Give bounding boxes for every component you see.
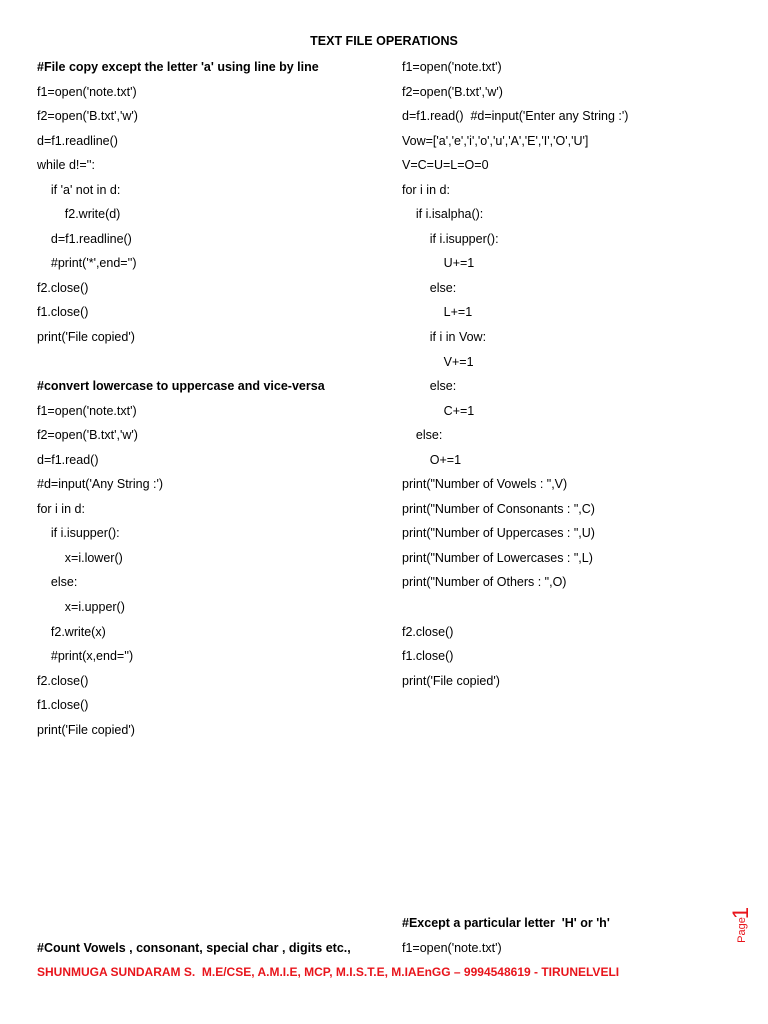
code-line: Vow=['a','e','i','o','u','A','E','I','O','U'] [402, 133, 589, 148]
code-line: f2.close() [37, 673, 89, 688]
code-line: else: [402, 280, 457, 295]
code-line: L+=1 [402, 305, 473, 320]
code-line: f1.close() [37, 698, 89, 713]
code-line: d=f1.read() [37, 452, 99, 467]
code-line: if 'a' not in d: [37, 182, 121, 197]
code-line: for i in d: [37, 501, 85, 516]
code-line: V=C=U=L=O=0 [402, 158, 489, 173]
code-line: U+=1 [402, 256, 475, 271]
code-line [37, 353, 397, 378]
code-line: d=f1.readline() [37, 133, 118, 148]
code-line: f1=open('note.txt') [37, 84, 137, 99]
code-line: if i.isupper(): [402, 231, 499, 246]
code-line: f2=open('B.txt','w') [37, 109, 138, 124]
code-line: O+=1 [402, 452, 462, 467]
code-line: print("Number of Others : ",O) [402, 575, 567, 590]
code-line: f2.close() [37, 280, 89, 295]
count-vowels-heading: #Count Vowels , consonant, special char , digits etc., [37, 941, 351, 955]
page-label: Page [735, 917, 748, 943]
code-line: print("Number of Uppercases : ",U) [402, 526, 595, 541]
code-line: print('File copied') [37, 330, 135, 345]
code-line: #print(x,end='') [37, 649, 134, 664]
code-line: f1.close() [402, 649, 454, 664]
section-heading: #convert lowercase to uppercase and vice-versa [37, 379, 325, 394]
code-line: x=i.lower() [37, 550, 123, 565]
section-heading: #File copy except the letter 'a' using line by line [37, 60, 319, 74]
code-line: f2.close() [402, 624, 454, 639]
page-number: 1 [728, 906, 754, 920]
code-line: d=f1.read() #d=input('Enter any String :') [402, 109, 629, 124]
code-line: x=i.upper() [37, 600, 125, 615]
author-footer: SHUNMUGA SUNDARAM S. M.E/CSE, A.M.I.E, MCP, M.I.S.T.E, M.IAEnGG – 9994548619 - TIRUNELVELI [37, 965, 620, 979]
code-line: f2=open('B.txt','w') [37, 428, 138, 443]
code-line: f1=open('note.txt') [37, 403, 137, 418]
code-line: f1=open('note.txt') [402, 941, 502, 955]
left-code-column [37, 58, 397, 745]
code-line: if i in Vow: [402, 330, 487, 345]
code-line: print("Number of Lowercases : ",L) [402, 550, 593, 565]
code-line: while d!='': [37, 158, 95, 173]
right-code-column [402, 58, 762, 696]
page-number-tag [728, 900, 763, 960]
code-line: C+=1 [402, 403, 475, 418]
code-line: f2.write(x) [37, 624, 106, 639]
code-line: #print('*',end='') [37, 256, 137, 271]
page-title: TEXT FILE OPERATIONS [310, 34, 458, 48]
code-line: print('File copied') [37, 722, 135, 737]
code-line: else: [402, 379, 457, 394]
code-line: print("Number of Consonants : ",C) [402, 501, 595, 516]
code-line: f1=open('note.txt') [402, 60, 502, 74]
code-line: f2=open('B.txt','w') [402, 84, 503, 99]
code-line: if i.isalpha(): [402, 207, 484, 222]
code-line: #d=input('Any String :') [37, 477, 164, 492]
code-line: V+=1 [402, 354, 474, 369]
code-line: for i in d: [402, 182, 450, 197]
code-line: f2.write(d) [37, 207, 121, 222]
code-line: print("Number of Vowels : ",V) [402, 477, 568, 492]
code-line [402, 598, 762, 623]
code-line: d=f1.readline() [37, 231, 132, 246]
except-letter-heading: #Except a particular letter 'H' or 'h' [402, 916, 610, 930]
code-line: else: [37, 575, 78, 590]
code-line: f1.close() [37, 305, 89, 320]
code-line: print('File copied') [402, 673, 500, 688]
code-line: if i.isupper(): [37, 526, 120, 541]
code-line: else: [402, 428, 443, 443]
